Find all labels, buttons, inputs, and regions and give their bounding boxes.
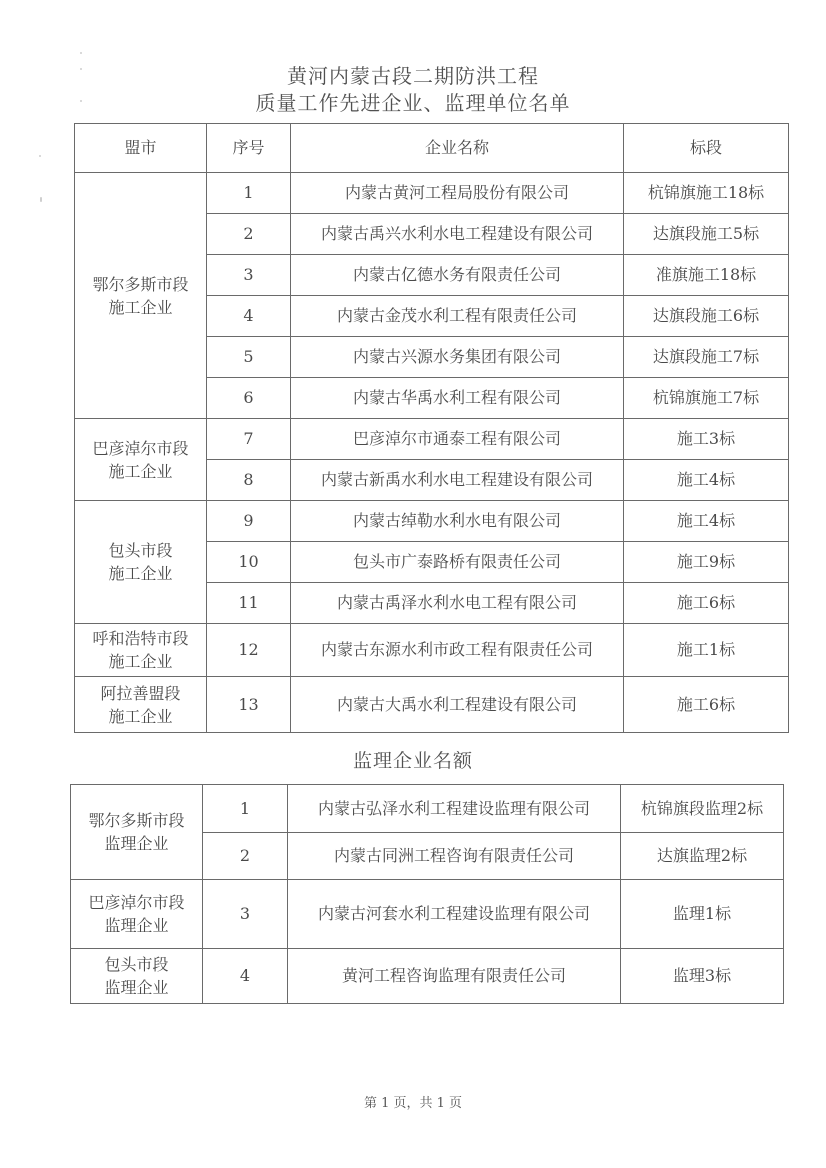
- construction-enterprises-table: [74, 123, 789, 733]
- company-name: 内蒙古兴源水务集团有限公司: [291, 337, 624, 378]
- group-label-line2: 施工企业: [108, 564, 173, 583]
- row-number: 1: [207, 173, 291, 214]
- bid-section: 施工9标: [624, 542, 789, 583]
- header-section: 标段: [624, 124, 789, 173]
- group-label-line2: 监理企业: [104, 916, 169, 935]
- company-name: 巴彦淖尔市通泰工程有限公司: [291, 419, 624, 460]
- bid-section: 达旗段施工6标: [624, 296, 789, 337]
- row-number: 12: [207, 624, 291, 677]
- row-number: 10: [207, 542, 291, 583]
- bid-section: 施工4标: [624, 501, 789, 542]
- header-company: 企业名称: [291, 124, 624, 173]
- row-number: 3: [203, 880, 288, 949]
- table-row: [75, 173, 789, 214]
- row-number: 2: [207, 214, 291, 255]
- row-number: 8: [207, 460, 291, 501]
- company-name: 内蒙古禹兴水利水电工程建设有限公司: [291, 214, 624, 255]
- header-number: 序号: [207, 124, 291, 173]
- bid-section: 施工1标: [624, 624, 789, 677]
- group-label-line1: 鄂尔多斯市段: [92, 274, 189, 294]
- table-row: [71, 880, 784, 949]
- company-name: 内蒙古黄河工程局股份有限公司: [291, 173, 624, 214]
- group-label-line2: 施工企业: [108, 652, 173, 671]
- table-row: [75, 677, 789, 733]
- bid-section: 施工6标: [624, 583, 789, 624]
- row-number: 4: [207, 296, 291, 337]
- bid-section: 杭锦旗段监理2标: [621, 785, 784, 833]
- row-number: 3: [207, 255, 291, 296]
- document-title-line1: 黄河内蒙古段二期防洪工程: [287, 64, 539, 88]
- table-row: [75, 501, 789, 542]
- company-name: 内蒙古弘泽水利工程建设监理有限公司: [288, 785, 621, 833]
- company-name: 包头市广泰路桥有限责任公司: [291, 542, 624, 583]
- row-number: 6: [207, 378, 291, 419]
- document-title-line2: 质量工作先进企业、监理单位名单: [255, 91, 571, 115]
- bid-section: 达旗段施工7标: [624, 337, 789, 378]
- header-city: 盟市: [75, 124, 207, 173]
- scan-speck: [40, 197, 42, 202]
- row-number: 4: [203, 949, 288, 1004]
- group-cell-baotou-supervision: [71, 949, 203, 1004]
- scan-speck: [80, 100, 82, 102]
- row-number: 5: [207, 337, 291, 378]
- group-label-line1: 包头市段: [104, 955, 169, 974]
- page-footer: 第 1 页，共 1 页: [363, 1096, 463, 1111]
- company-name: 内蒙古东源水利市政工程有限责任公司: [291, 624, 624, 677]
- group-label-line1: 呼和浩特市段: [92, 629, 189, 648]
- group-cell-baotou: [75, 501, 207, 624]
- row-number: 11: [207, 583, 291, 624]
- row-number: 1: [203, 785, 288, 833]
- bid-section: 监理3标: [621, 949, 784, 1004]
- scan-speck: [39, 155, 41, 157]
- supervision-section-title: 监理企业名额: [352, 750, 473, 772]
- row-number: 13: [207, 677, 291, 733]
- company-name: 内蒙古禹泽水利水电工程有限公司: [291, 583, 624, 624]
- bid-section: 施工4标: [624, 460, 789, 501]
- table-row: [71, 785, 784, 833]
- company-name: 内蒙古新禹水利水电工程建设有限公司: [291, 460, 624, 501]
- bid-section: 施工6标: [624, 677, 789, 733]
- group-label-line2: 监理企业: [104, 978, 169, 997]
- bid-section: 准旗施工18标: [624, 255, 789, 296]
- company-name: 内蒙古大禹水利工程建设有限公司: [291, 677, 624, 733]
- group-label-line1: 鄂尔多斯市段: [88, 811, 185, 830]
- company-name: 内蒙古亿德水务有限责任公司: [291, 255, 624, 296]
- group-label-line1: 巴彦淖尔市段: [92, 438, 189, 458]
- bid-section: 杭锦旗施工18标: [624, 173, 789, 214]
- company-name: 黄河工程咨询监理有限责任公司: [288, 949, 621, 1004]
- group-label-line2: 施工企业: [108, 461, 173, 481]
- company-name: 内蒙古河套水利工程建设监理有限公司: [288, 880, 621, 949]
- group-cell-ordos: [75, 173, 207, 419]
- group-cell-bayannur-supervision: [71, 880, 203, 949]
- group-label-line2: 施工企业: [108, 297, 173, 317]
- table-header-row: [75, 124, 789, 173]
- scan-speck: [80, 68, 82, 70]
- company-name: 内蒙古华禹水利工程有限公司: [291, 378, 624, 419]
- group-label-line1: 包头市段: [108, 541, 173, 560]
- company-name: 内蒙古同洲工程咨询有限责任公司: [288, 833, 621, 880]
- table-row: [71, 949, 784, 1004]
- scan-speck: [80, 52, 82, 54]
- group-label-line1: 阿拉善盟段: [100, 683, 181, 703]
- group-cell-alxa: [75, 677, 207, 733]
- company-name: 内蒙古金茂水利工程有限责任公司: [291, 296, 624, 337]
- table-row: [75, 419, 789, 460]
- group-label-line2: 监理企业: [104, 834, 169, 853]
- supervision-enterprises-table: [70, 784, 784, 1004]
- bid-section: 达旗监理2标: [621, 833, 784, 880]
- row-number: 9: [207, 501, 291, 542]
- row-number: 2: [203, 833, 288, 880]
- group-cell-ordos-supervision: [71, 785, 203, 880]
- bid-section: 施工3标: [624, 419, 789, 460]
- bid-section: 达旗段施工5标: [624, 214, 789, 255]
- company-name: 内蒙古绰勒水利水电有限公司: [291, 501, 624, 542]
- group-cell-hohhot: [75, 624, 207, 677]
- group-label-line2: 施工企业: [108, 706, 173, 726]
- bid-section: 杭锦旗施工7标: [624, 378, 789, 419]
- bid-section: 监理1标: [621, 880, 784, 949]
- group-label-line1: 巴彦淖尔市段: [88, 893, 185, 912]
- row-number: 7: [207, 419, 291, 460]
- group-cell-bayannur: [75, 419, 207, 501]
- table-row: [75, 624, 789, 677]
